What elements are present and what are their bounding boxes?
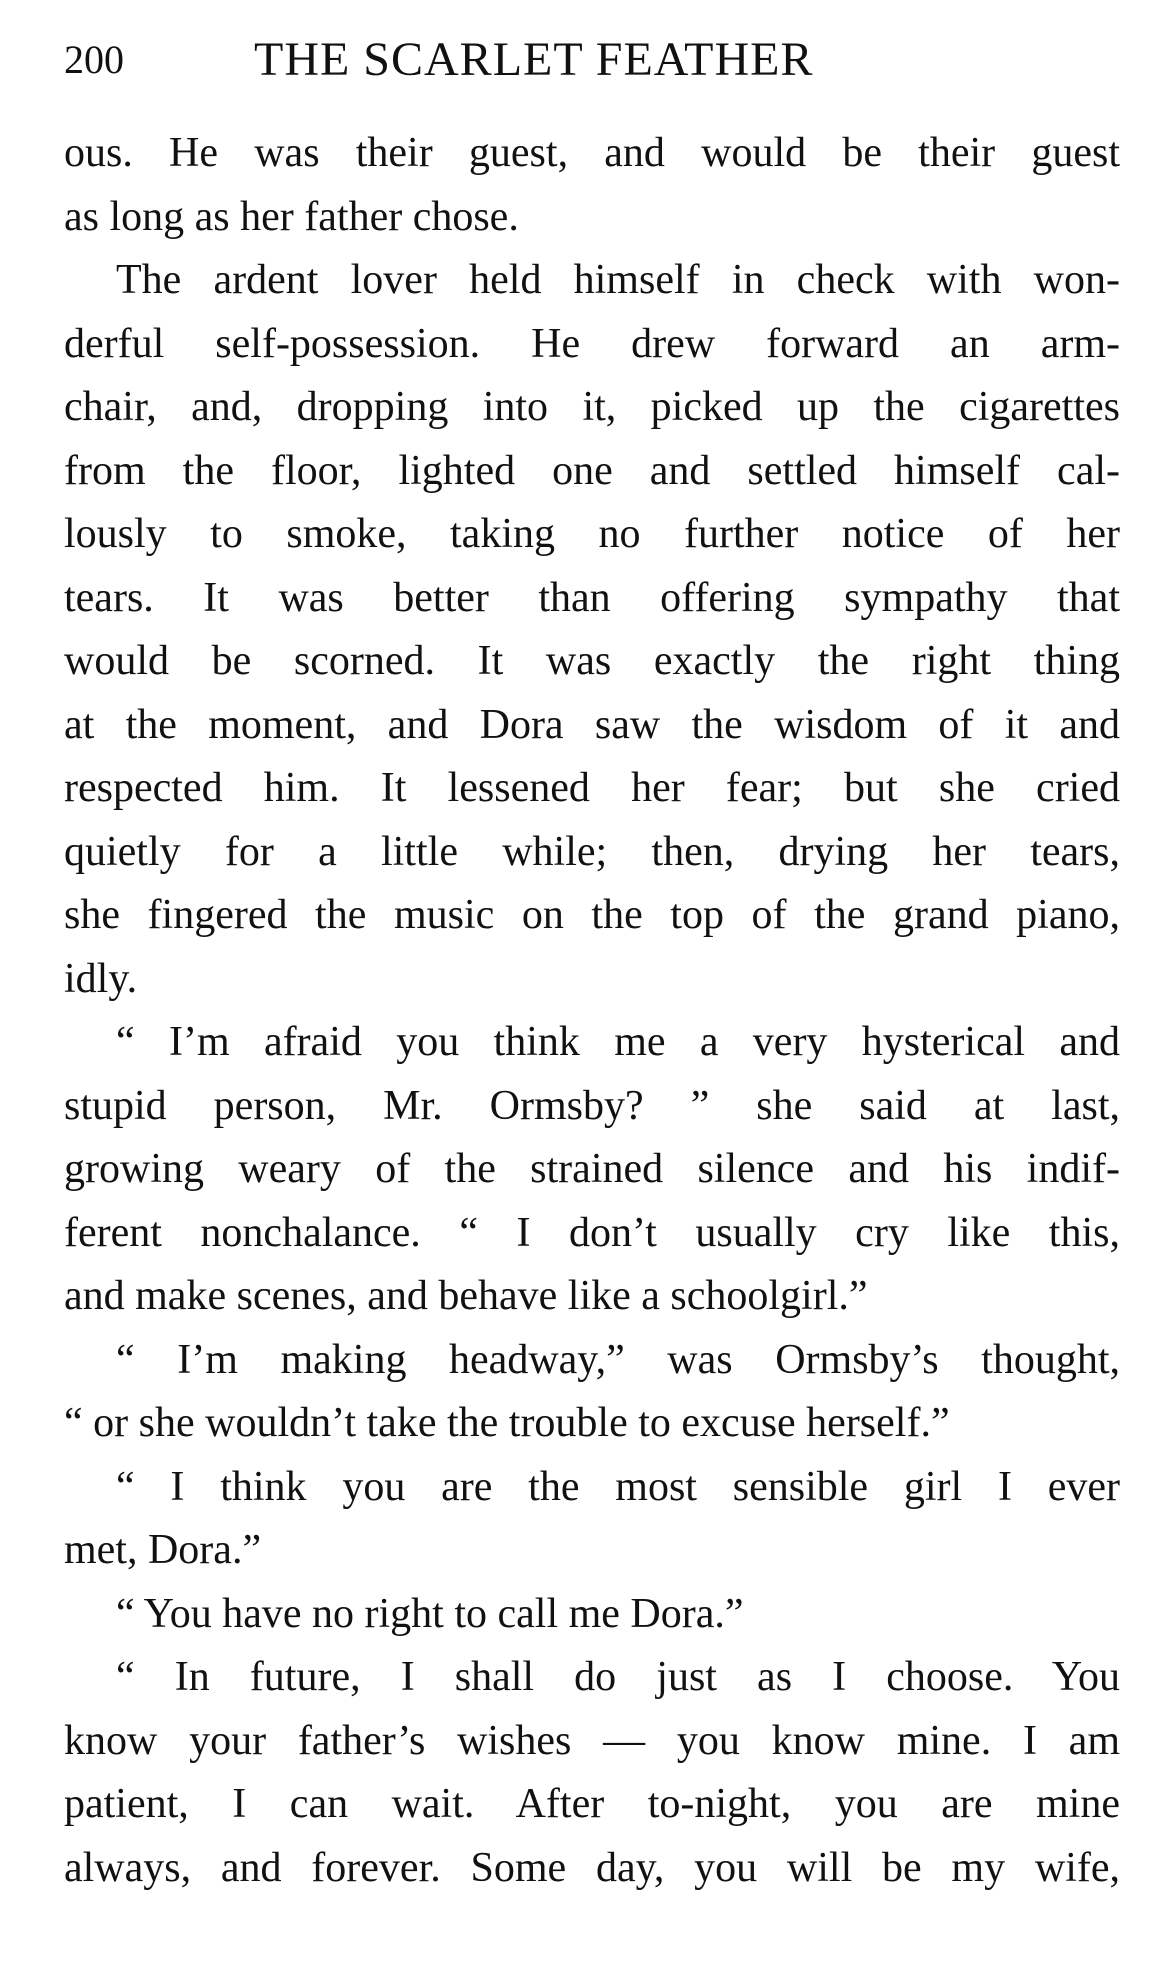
- text-line: idly.: [64, 955, 138, 1002]
- text-line: stupid person, Mr. Ormsby? ” she said at last,: [64, 1082, 1120, 1129]
- running-title: THE SCARLET FEATHER: [254, 33, 814, 86]
- text-line: she fingered the music on the top of the grand piano,: [64, 892, 1120, 938]
- text-line: ous. He was their guest, and would be their guest: [64, 130, 1120, 176]
- text-line: from the floor, lighted one and settled himself cal-: [64, 447, 1120, 494]
- text-line: respected him. It lessened her fear; but she cried: [64, 765, 1120, 811]
- text-line: would be scorned. It was exactly the right thing: [64, 638, 1120, 684]
- page-header: [64, 30, 1120, 90]
- text-line: “ I think you are the most sensible girl I ever: [116, 1463, 1120, 1510]
- text-line: patient, I can wait. After to-night, you are mine: [64, 1781, 1120, 1827]
- text-line: tears. It was better than offering sympathy that: [64, 574, 1120, 621]
- text-line: and make scenes, and behave like a schoolgirl.”: [64, 1273, 868, 1319]
- page-number: 200: [64, 37, 124, 82]
- text-line: The ardent lover held himself in check with won-: [116, 257, 1120, 303]
- text-line: “ In future, I shall do just as I choose. You: [116, 1654, 1120, 1700]
- text-line: as long as her father chose.: [64, 193, 519, 240]
- text-line: “ or she wouldn’t take the trouble to excuse herself.”: [64, 1400, 950, 1446]
- text-line: growing weary of the strained silence and his indif-: [64, 1146, 1120, 1192]
- text-line: ferent nonchalance. “ I don’t usually cry like this,: [64, 1209, 1120, 1256]
- text-line: quietly for a little while; then, drying her tears,: [64, 828, 1120, 875]
- text-line: lously to smoke, taking no further notice of her: [64, 511, 1120, 557]
- text-line: derful self-possession. He drew forward an arm-: [64, 320, 1120, 367]
- text-line: at the moment, and Dora saw the wisdom of it and: [64, 701, 1120, 748]
- text-line: “ I’m making headway,” was Ormsby’s thought,: [116, 1336, 1120, 1383]
- text-line: know your father’s wishes — you know mine. I am: [64, 1717, 1120, 1764]
- text-line: met, Dora.”: [64, 1527, 262, 1573]
- text-line: chair, and, dropping into it, picked up the cigarettes: [64, 384, 1120, 430]
- text-line: “ I’m afraid you think me a very hysterical and: [116, 1019, 1120, 1065]
- text-line: always, and forever. Some day, you will be my wife,: [64, 1844, 1120, 1891]
- text-line: “ You have no right to call me Dora.”: [116, 1590, 744, 1637]
- body-text: [64, 122, 1120, 1900]
